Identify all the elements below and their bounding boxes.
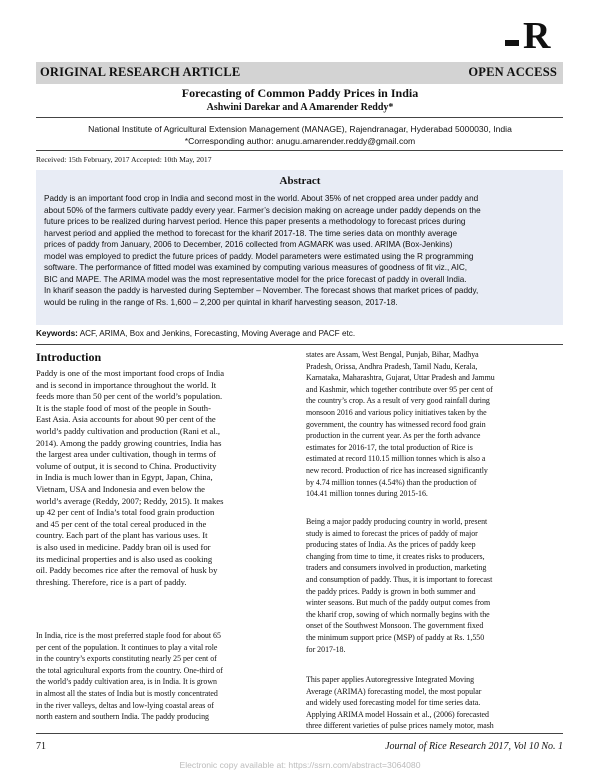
text-line: world’s average (Reddy, 2007; Reddy, 2015). It makes [36,495,224,506]
abstract-line: In kharif season the paddy is harvested during September – November. The forecast shows that market prices of paddy, [44,286,479,296]
text-line: In India, rice is the most preferred staple food for about 65 [36,631,221,640]
text-line: and widely used forecasting model for time series data. [306,698,481,708]
text-line: and 45 per cent of the total cereal produced in the [36,518,207,529]
text-line: in the river valleys, deltas and low-lying coastal areas of [36,700,214,710]
text-line: winter seasons. But much of the paddy output comes from [306,598,491,608]
text-line: north eastern and southern India. The paddy producing [36,712,209,722]
text-line: the minimum support price (MSP) of paddy at Rs. 1,550 [306,632,485,642]
text-line: the country’s crop. As a result of very good rainfall during [306,396,490,406]
column-2-paragraph-3 [306,674,563,732]
column-1-paragraph-1 [36,368,292,588]
text-line: in the country’s exports constituting nearly 25 per cent of [36,654,217,664]
text-line: This paper applies Autoregressive Integrated Moving [306,675,475,684]
text-line: estimated at record 110.15 million tonnes which is also a [306,454,486,464]
keywords-label: Keywords: [36,329,78,338]
article-title: Forecasting of Common Paddy Prices in India [181,86,419,100]
text-line: its medicinal properties and is also used as cooking [36,553,213,564]
text-line: Being a major paddy producing country in world, present [306,517,488,526]
text-line: threshing. Therefore, rice is a part of paddy. [36,576,187,587]
corresponding-author: *Corresponding author: anugu.amarender.reddy@gmail.com [184,136,416,146]
text-line: country. Each part of the plant has various uses. It [36,530,208,541]
section-heading-introduction: Introduction [36,350,102,364]
text-line: Applying ARIMA model Hossain et al., (2006) forecasted [306,709,489,719]
text-line: world’s paddy cultivation and production (Rani et al., [36,425,221,436]
access-badge: OPEN ACCESS [468,65,557,79]
divider [36,117,563,118]
text-line: three different varieties of pulse prices namely motor, mash [306,721,494,731]
keywords-text: ACF, ARIMA, Box and Jenkins, Forecasting, Moving Average and PACF etc. [79,329,356,338]
text-line: volume of output, it is second to China. Productivity [36,460,217,471]
abstract-line: Paddy is an important food crop in India and second most in the world. About 35% of net cropped area under paddy and [44,194,479,203]
abstract-text [44,193,555,308]
abstract-line: prices of paddy from January, 2006 to December, 2016 collected from AGMARK was used. ARIMA (Box-Jenkins) [44,240,453,250]
text-line: government, the country has witnessed record food grain [306,419,486,429]
divider [36,344,563,345]
journal-logo [505,14,565,54]
text-line: by 4.74 million tonnes (4.54%) than the production of [306,477,477,487]
column-2-paragraph-2 [306,516,563,655]
text-line: 2014). Among the paddy growing countries, India has [36,437,222,448]
column-1-paragraph-2 [36,630,292,723]
article-banner [36,62,563,84]
text-line: new record. Production of rice has increased significantly [306,465,488,475]
authors: Ashwini Darekar and A Amarender Reddy* [206,102,394,113]
abstract-line: model was employed to predict the future prices of paddy. Model parameters were estimated using the R programming [44,251,474,261]
article-type: ORIGINAL RESEARCH ARTICLE [40,65,241,79]
text-line: and is second in importance throughout the world. It [36,379,217,390]
text-line: onset of the Southwest Monsoon. The government fixed [306,621,484,631]
text-line: Paddy is one of the most important food crops of India [36,368,225,378]
text-line: producing states of India. As the prices of paddy keep [306,540,476,550]
text-line: Pradesh, Orissa, Andhra Pradesh, Tamil Nadu, Kerala, [306,361,478,371]
page-number: 71 [36,741,46,752]
abstract-line: software. The performance of fitted model was examined by computing various measures of goodness of fit viz., AIC, [44,263,468,273]
text-line: per cent of the population. It continues to play a vital role [36,642,218,652]
text-line: and consumption of paddy. Thus, it is important to forecast [306,574,493,584]
text-line: estimates for 2016-17, the total production of Rice is [306,442,473,452]
affiliation-block [0,123,600,147]
text-line: in India is much lower than in Egypt, Japan, China, [36,472,213,483]
journal-citation: Journal of Rice Research 2017, Vol 10 No. 1 [385,741,563,752]
text-line: states are Assam, West Bengal, Punjab, Bihar, Madhya [306,350,479,359]
text-line: the world’s paddy cultivation area, is in India. It is grown [36,677,218,687]
text-line: East Asia. Asia accounts for about 90 per cent of the [36,414,216,425]
text-line: production in the current year. As per the forth advance [306,431,481,441]
column-2-paragraph-1 [306,349,563,500]
text-line: Average (ARIMA) forecasting model, the most popular [306,686,482,696]
text-line: in almost all the states of India but is mostly concentrated [36,688,218,698]
text-line: and Kashmir, which together contribute over 95 per cent of [306,384,493,394]
text-line: the paddy prices. Paddy is grown in both summer and [306,586,476,596]
text-line: feeds more than 50 per cent of the world’s population. [36,391,223,402]
received-dates: Received: 15th February, 2017 Accepted: 10th May, 2017 [36,155,212,164]
text-line: monsoon 2016 and various policy initiatives taken by the [306,407,487,417]
abstract-line: future prices to be realized during harvest period. Hence this paper presents a methodology to forecast prices during [44,217,466,227]
abstract-line: would be ruling in the range of Rs. 1,600 – 2,200 per quintal in kharif harvesting season, 2017-18. [44,297,398,307]
text-line: traders and consumers involved in production, marketing [306,563,487,573]
text-line: changing from time to time, it creates risks to producers, [306,551,485,561]
abstract-line: about 50% of the farmers cultivate paddy every year. Farmer’s decision making on acreage under paddy depends on the [44,205,481,215]
divider [36,150,563,151]
text-line: up 42 per cent of India’s total food grain production [36,507,215,518]
abstract-heading: Abstract [279,175,321,187]
text-line: oil. Paddy becomes rice after the removal of husk by [36,565,218,576]
text-line: 104.41 million tonnes during 2015-16. [306,489,428,499]
text-line: is also used in medicine. Paddy bran oil is used for [36,541,211,552]
text-line: the largest area under cultivation, though in terms of [36,449,217,460]
text-line: Vietnam, USA and Indonesia and even below the [36,483,205,494]
keywords [36,329,563,338]
text-line: It is the staple food of most of the people in South- [36,402,211,413]
footer-divider [36,733,563,734]
ssrn-link[interactable]: Electronic copy available at: https://ssrn.com/abstract=3064080 [179,760,421,770]
affiliation: National Institute of Agricultural Extension Management (MANAGE), Rajendranagar, Hyderabad 5000030, India [88,124,512,134]
abstract-line: harvest period and applied the method to forecast for the kharif 2017-18. The time series data on monthly average [44,228,458,238]
logo-letter: R [523,15,551,54]
text-line: study is aimed to forecast the prices of paddy of major [306,528,478,538]
text-line: for 2017-18. [306,644,346,654]
text-line: the total agricultural exports from the country. One-third of [36,665,223,675]
abstract-line: BIC and MAPE. The ARIMA model was the most representative model for the price forecast of paddy in overall India. [44,274,467,284]
text-line: Karnataka, Maharashtra, Gujarat, Uttar Pradesh and Jammu [306,373,495,383]
text-line: the kharif crop, sowing of which normally begins with the [306,609,490,619]
